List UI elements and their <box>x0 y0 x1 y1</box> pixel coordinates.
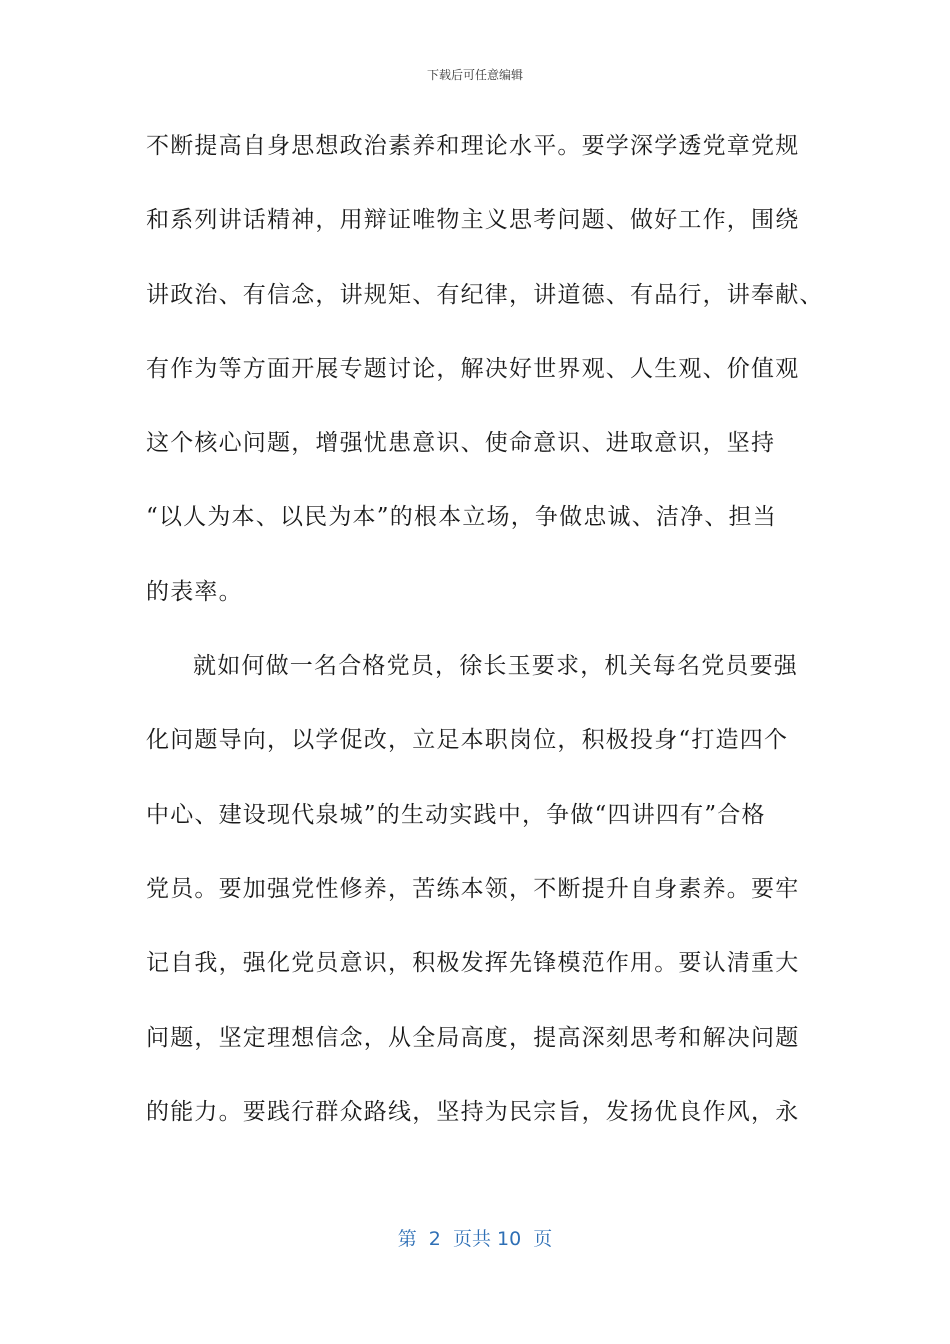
text-line: 的表率。 <box>146 578 243 605</box>
text-line: 中心、建设现代泉城”的生动实践中，争做“四讲四有”合格 <box>146 801 766 828</box>
page-header: 下载后可任意编辑 <box>426 68 523 82</box>
text-line: 不断提高自身思想政治素养和理论水平。要学深学透党章党规 <box>146 133 800 159</box>
text-line: 这个核心问题，增强忧患意识、使命意识、进取意识，坚持 <box>146 430 776 457</box>
text-line: 记自我，强化党员意识，积极发挥先锋模范作用。要认清重大 <box>146 950 800 977</box>
text-line: 化问题导向，以学促改，立足本职岗位，积极投身“打造四个 <box>146 727 789 754</box>
text-line: 的能力。要践行群众路线，坚持为民宗旨，发扬优良作风，永 <box>146 1098 800 1125</box>
paragraph-start-line: 就如何做一名合格党员，徐长玉要求，机关每名党员要强 <box>193 653 798 680</box>
text-line: 党员。要加强党性修养，苦练本领，不断提升自身素养。要牢 <box>146 875 800 902</box>
text-line: 问题，坚定理想信念，从全局高度，提高深刻思考和解决问题 <box>146 1024 800 1051</box>
text-line: 和系列讲话精神，用辩证唯物主义思考问题、做好工作，围绕 <box>146 207 800 234</box>
text-line: 讲政治、有信念，讲规矩、有纪律，讲道德、有品行，讲奉献、 <box>146 281 824 308</box>
page-number-footer: 第 2 页共 10 页 <box>397 1228 553 1250</box>
document-body <box>146 120 824 1160</box>
text-line: 有作为等方面开展专题讨论，解决好世界观、人生观、价值观 <box>146 355 800 382</box>
text-line: “以人为本、以民为本”的根本立场，争做忠诚、洁净、担当 <box>146 504 777 531</box>
